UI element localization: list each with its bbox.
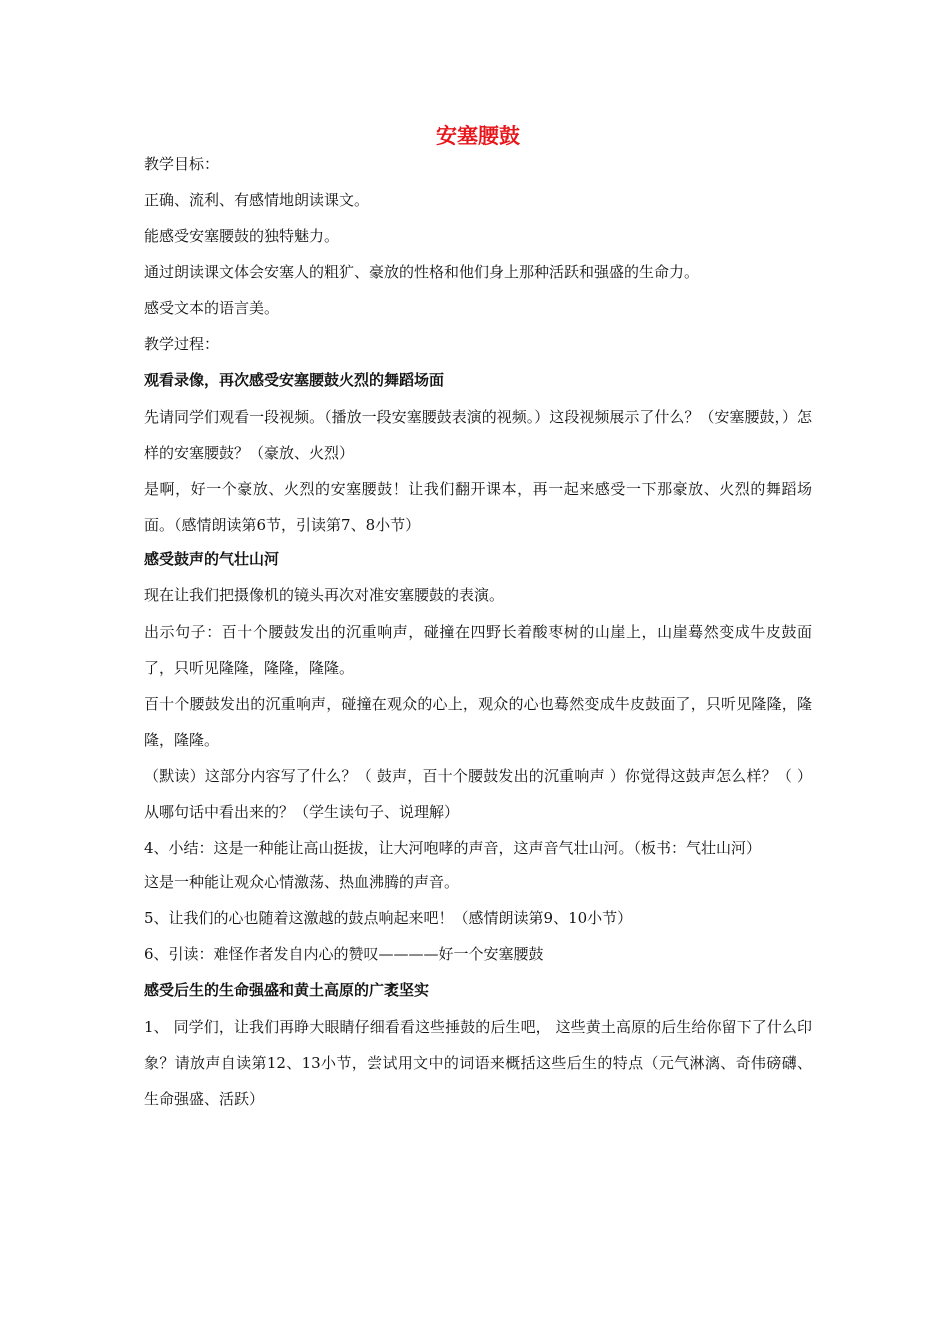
goal-item: 正确、流利、有感情地朗读课文。 — [144, 191, 370, 209]
paragraph: 先请同学们观看一段视频。（播放一段安塞腰鼓表演的视频。）这段视频展示了什么？（安塞腰鼓，）怎样的安塞腰鼓？（豪放、火烈） — [144, 408, 812, 462]
document-page — [144, 118, 812, 1117]
paragraph: 4、小结：这是一种能让高山挺拔，让大河咆哮的声音，这声音气壮山河。（板书：气壮山河） — [144, 839, 762, 857]
document-title: 安塞腰鼓 — [436, 124, 520, 148]
paragraph: 是啊，好一个豪放、火烈的安塞腰鼓！让我们翻开课本，再一起来感受一下那豪放、火烈的舞蹈场面。（感情朗读第6节，引读第7、8小节） — [144, 480, 812, 534]
paragraph: （默读）这部分内容写了什么？（ 鼓声，百十个腰鼓发出的沉重响声 ）你觉得这鼓声怎么样？（ ）从哪句话中看出来的？（学生读句子、说理解） — [144, 767, 812, 821]
process-heading: 教学过程： — [144, 335, 220, 353]
paragraph: 现在让我们把摄像机的镜头再次对准安塞腰鼓的表演。 — [144, 586, 505, 604]
paragraph: 这是一种能让观众心情激荡、热血沸腾的声音。 — [144, 873, 460, 891]
section-heading: 感受鼓声的气壮山河 — [144, 550, 280, 568]
goal-item: 感受文本的语言美。 — [144, 299, 280, 317]
paragraph: 出示句子：百十个腰鼓发出的沉重响声，碰撞在四野长着酸枣树的山崖上，山崖蓦然变成牛皮鼓面了，只听见隆隆，隆隆，隆隆。 — [144, 623, 812, 677]
paragraph: 5、让我们的心也随着这激越的鼓点响起来吧！（感情朗读第9、10小节） — [144, 909, 633, 927]
section-heading: 感受后生的生命强盛和黄土高原的广袤坚实 — [144, 981, 430, 999]
goals-heading: 教学目标： — [144, 155, 220, 173]
goal-item: 能感受安塞腰鼓的独特魅力。 — [144, 227, 340, 245]
paragraph: 1、 同学们，让我们再睁大眼睛仔细看看这些捶鼓的后生吧， 这些黄土高原的后生给你留下了什么印象？请放声自读第12、13小节，尝试用文中的词语来概括这些后生的特点（元气淋漓、奇伟磅礴、生命强盛、活跃） — [144, 1018, 812, 1108]
section-heading: 观看录像，再次感受安塞腰鼓火烈的舞蹈场面 — [144, 371, 445, 389]
paragraph: 6、引读：难怪作者发自内心的赞叹————好一个安塞腰鼓 — [144, 945, 544, 963]
paragraph: 百十个腰鼓发出的沉重响声，碰撞在观众的心上，观众的心也蓦然变成牛皮鼓面了，只听见隆隆，隆隆，隆隆。 — [144, 695, 812, 749]
goal-item: 通过朗读课文体会安塞人的粗犷、豪放的性格和他们身上那种活跃和强盛的生命力。 — [144, 263, 700, 281]
